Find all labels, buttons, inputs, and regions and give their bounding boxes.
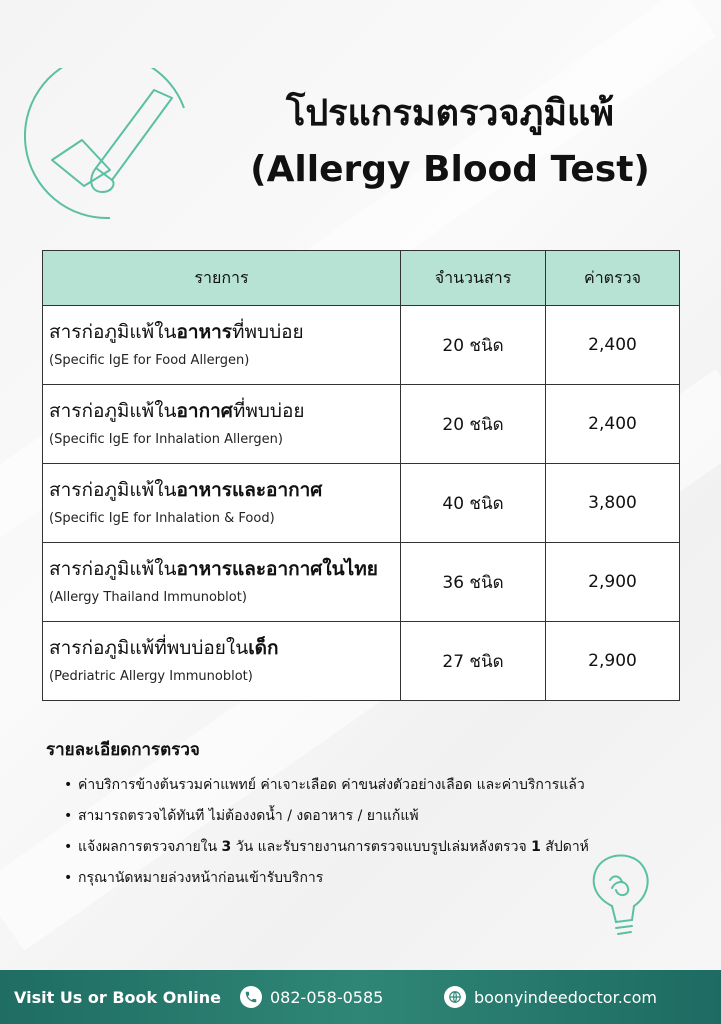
item-name-thai: สารก่อภูมิแพ้ในอาหารและอากาศ bbox=[49, 479, 323, 501]
item-count: 20 ชนิด bbox=[401, 306, 546, 385]
table-row bbox=[43, 464, 680, 543]
item-price: 2,900 bbox=[546, 622, 680, 701]
footer-bar bbox=[0, 970, 721, 1024]
page-title bbox=[200, 86, 700, 198]
test-tube-icon bbox=[14, 68, 194, 228]
globe-icon bbox=[444, 986, 466, 1008]
item-name-thai: สารก่อภูมิแพ้ในอากาศที่พบบ่อย bbox=[49, 400, 305, 422]
table-row bbox=[43, 622, 680, 701]
footer-website[interactable] bbox=[444, 986, 657, 1008]
item-cell bbox=[43, 622, 401, 701]
phone-number[interactable]: 082-058-0585 bbox=[270, 987, 384, 1007]
item-name-thai: สารก่อภูมิแพ้ในอาหารที่พบบ่อย bbox=[49, 321, 304, 343]
list-item: • สามารถตรวจได้ทันที ไม่ต้องงดน้ำ / งดอาหาร / ยาแก้แพ้ bbox=[64, 806, 686, 826]
item-price: 2,400 bbox=[546, 306, 680, 385]
item-name-english: (Specific IgE for Inhalation & Food) bbox=[49, 511, 275, 526]
title-thai: โปรแกรมตรวจภูมิแพ้ bbox=[285, 93, 614, 134]
item-price: 2,900 bbox=[546, 543, 680, 622]
table-row bbox=[43, 306, 680, 385]
price-table bbox=[42, 250, 680, 701]
website-link[interactable]: boonyindeedoctor.com bbox=[474, 987, 657, 1007]
item-name-english: (Specific IgE for Food Allergen) bbox=[49, 353, 250, 368]
list-item: • แจ้งผลการตรวจภายใน 3 วัน และรับรายงานการตรวจแบบรูปเล่มหลังตรวจ 1 สัปดาห์ bbox=[64, 837, 686, 857]
header-price: ค่าตรวจ bbox=[546, 251, 680, 306]
table-row bbox=[43, 543, 680, 622]
list-item: • ค่าบริการข้างต้นรวมค่าแพทย์ ค่าเจาะเลือด ค่าขนส่งตัวอย่างเลือด และค่าบริการแล้ว bbox=[64, 775, 686, 795]
details-section bbox=[46, 736, 686, 899]
details-list bbox=[46, 775, 686, 888]
item-name-thai: สารก่อภูมิแพ้ที่พบบ่อยในเด็ก bbox=[49, 637, 279, 659]
footer-phone[interactable] bbox=[240, 986, 383, 1008]
item-name-english: (Allergy Thailand Immunoblot) bbox=[49, 590, 247, 605]
item-name-english: (Pedriatric Allergy Immunoblot) bbox=[49, 669, 253, 684]
header-count: จำนวนสาร bbox=[401, 251, 546, 306]
item-count: 27 ชนิด bbox=[401, 622, 546, 701]
item-price: 2,400 bbox=[546, 385, 680, 464]
item-cell bbox=[43, 464, 401, 543]
item-count: 20 ชนิด bbox=[401, 385, 546, 464]
phone-icon bbox=[240, 986, 262, 1008]
item-cell bbox=[43, 385, 401, 464]
item-cell bbox=[43, 543, 401, 622]
table-row bbox=[43, 385, 680, 464]
item-cell bbox=[43, 306, 401, 385]
header-item: รายการ bbox=[43, 251, 401, 306]
footer-cta: Visit Us or Book Online bbox=[14, 987, 221, 1007]
item-name-english: (Specific IgE for Inhalation Allergen) bbox=[49, 432, 283, 447]
item-name-thai: สารก่อภูมิแพ้ในอาหารและอากาศในไทย bbox=[49, 558, 378, 580]
item-count: 40 ชนิด bbox=[401, 464, 546, 543]
item-price: 3,800 bbox=[546, 464, 680, 543]
list-item: • กรุณานัดหมายล่วงหน้าก่อนเข้ารับบริการ bbox=[64, 868, 686, 888]
table-header-row bbox=[43, 251, 680, 306]
title-english: (Allergy Blood Test) bbox=[250, 149, 650, 190]
details-title: รายละเอียดการตรวจ bbox=[46, 740, 200, 760]
item-count: 36 ชนิด bbox=[401, 543, 546, 622]
